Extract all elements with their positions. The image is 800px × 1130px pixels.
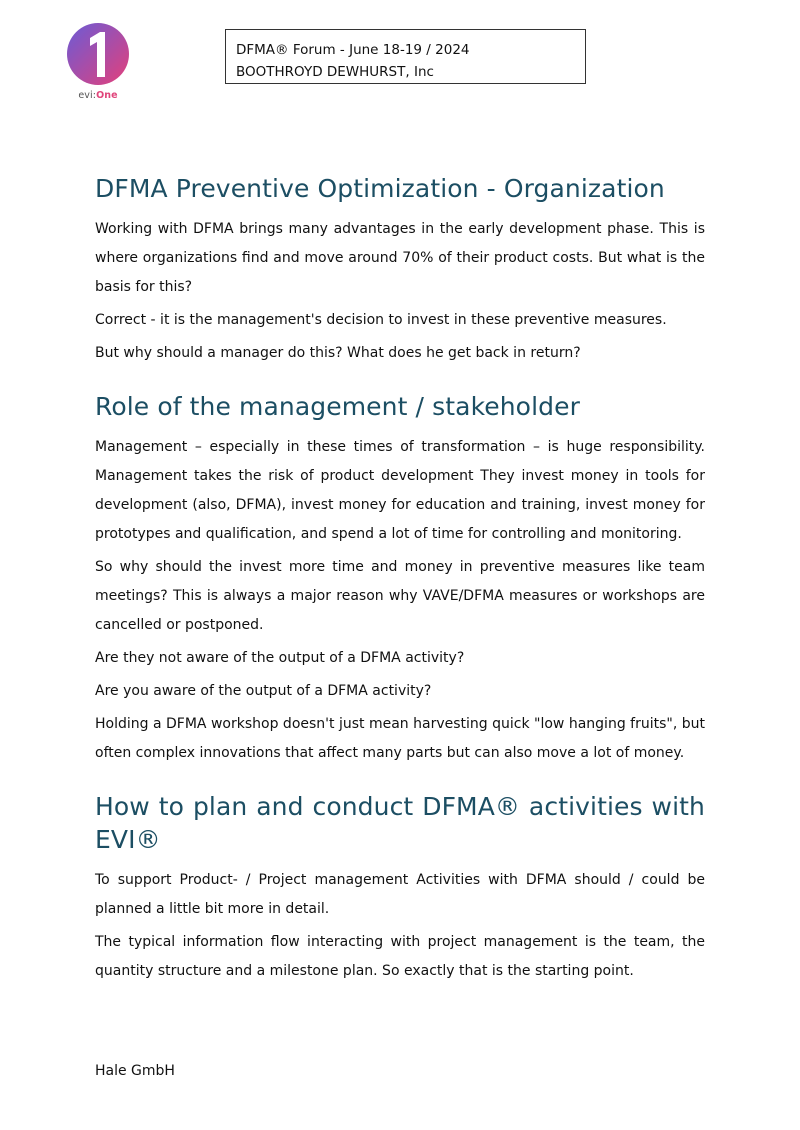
paragraph: The typical information flow interacting with project management is the team, the quantity structure and a milestone plan. So exactly that is the starting point. bbox=[95, 934, 705, 979]
section-plan-conduct bbox=[95, 790, 705, 986]
header-event-line: DFMA® Forum - June 18-19 / 2024 bbox=[236, 42, 470, 58]
document-body bbox=[95, 172, 705, 1008]
paragraph: Management – especially in these times of transformation – is huge responsibility. Management takes the risk of product development They invest money in tools for development (also, DFMA), invest money for education and training, invest money for prototypes and qualification, and spend a lot of time for controlling and monitoring. bbox=[95, 439, 705, 542]
paragraph: But why should a manager do this? What does he get back in return? bbox=[95, 345, 581, 361]
header-company-line: BOOTHROYD DEWHURST, Inc bbox=[236, 64, 434, 80]
paragraph: Correct - it is the management's decision to invest in these preventive measures. bbox=[95, 312, 667, 328]
paragraph: Holding a DFMA workshop doesn't just mean harvesting quick "low hanging fruits", but often complex innovations that affect many parts but can also move a lot of money. bbox=[95, 716, 705, 761]
footer-company: Hale GmbH bbox=[95, 1063, 175, 1079]
section-management-role bbox=[95, 390, 705, 768]
section-heading: How to plan and conduct DFMA® activities with EVI® bbox=[95, 792, 705, 854]
section-heading: DFMA Preventive Optimization - Organization bbox=[95, 174, 665, 203]
paragraph: Working with DFMA brings many advantages in the early development phase. This is where organizations find and move around 70% of their product costs. But what is the basis for this? bbox=[95, 221, 705, 295]
paragraph: Are they not aware of the output of a DFMA activity? bbox=[95, 650, 465, 666]
paragraph: Are you aware of the output of a DFMA activity? bbox=[95, 683, 432, 699]
section-heading: Role of the management / stakeholder bbox=[95, 392, 580, 421]
paragraph: So why should the invest more time and money in preventive measures like team meetings? This is always a major reason why VAVE/DFMA measures or workshops are cancelled or postponed. bbox=[95, 559, 705, 633]
logo-prefix: evi: bbox=[78, 90, 97, 101]
document-header-box bbox=[225, 29, 586, 84]
logo-brand: One bbox=[96, 90, 118, 101]
evi-one-logo bbox=[64, 22, 132, 102]
logo-wordmark bbox=[64, 90, 132, 101]
section-organization bbox=[95, 172, 705, 368]
paragraph: To support Product- / Project management Activities with DFMA should / could be planned a little bit more in detail. bbox=[95, 872, 705, 917]
logo-mark-icon bbox=[64, 22, 132, 88]
